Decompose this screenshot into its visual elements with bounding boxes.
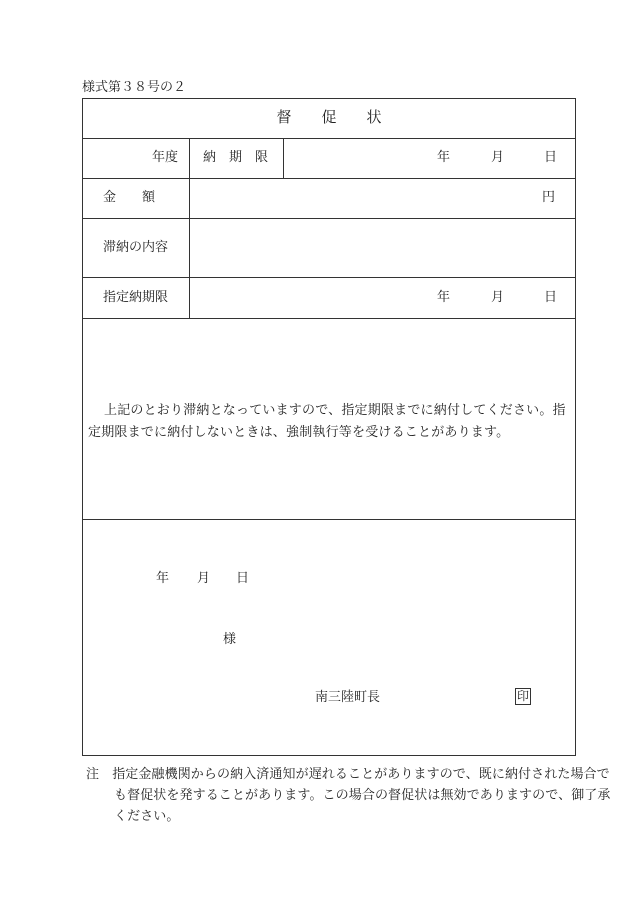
footnote: 注 指定金融機関からの納入済通知が遅れることがありますので、既に納付された場合でも督促状を発することがあります。この場合の督促状は無効でありますので、御了承ください。 [86, 767, 611, 824]
notice-message: 上記のとおり滞納となっていますので、指定期限までに納付してください。指定期限までに納付しないときは、強制執行等を受けることがあります。 [88, 403, 566, 440]
divider-content [82, 277, 576, 278]
fiscal-year-label: 年度 [152, 150, 179, 165]
due-date-label: 納 期 限 [203, 150, 269, 165]
divider-amount [82, 218, 576, 219]
designated-year: 年 [437, 290, 451, 305]
designated-due-label: 指定納期限 [103, 290, 169, 305]
due-label-divider [283, 138, 284, 178]
label-column-divider [189, 138, 190, 318]
amount-unit: 円 [542, 190, 556, 205]
issuer-name: 南三陸町長 [315, 690, 381, 705]
divider-message [82, 519, 576, 520]
due-month: 月 [491, 150, 505, 165]
issue-year: 年 [156, 571, 170, 586]
designated-month: 月 [491, 290, 505, 305]
issue-day: 日 [236, 571, 250, 586]
amount-label: 金 額 [103, 190, 156, 205]
page-title: 督 促 状 [276, 108, 382, 126]
divider-title [82, 138, 576, 139]
issue-month: 月 [197, 571, 211, 586]
due-year: 年 [437, 150, 451, 165]
form-number: 様式第３８号の２ [82, 80, 187, 95]
designated-day: 日 [544, 290, 558, 305]
divider-due [82, 178, 576, 179]
delinquency-content-label: 滞納の内容 [103, 240, 169, 255]
due-day: 日 [544, 150, 558, 165]
divider-designated [82, 318, 576, 319]
recipient-suffix: 様 [223, 632, 237, 647]
seal-stamp: 印 [516, 689, 529, 703]
